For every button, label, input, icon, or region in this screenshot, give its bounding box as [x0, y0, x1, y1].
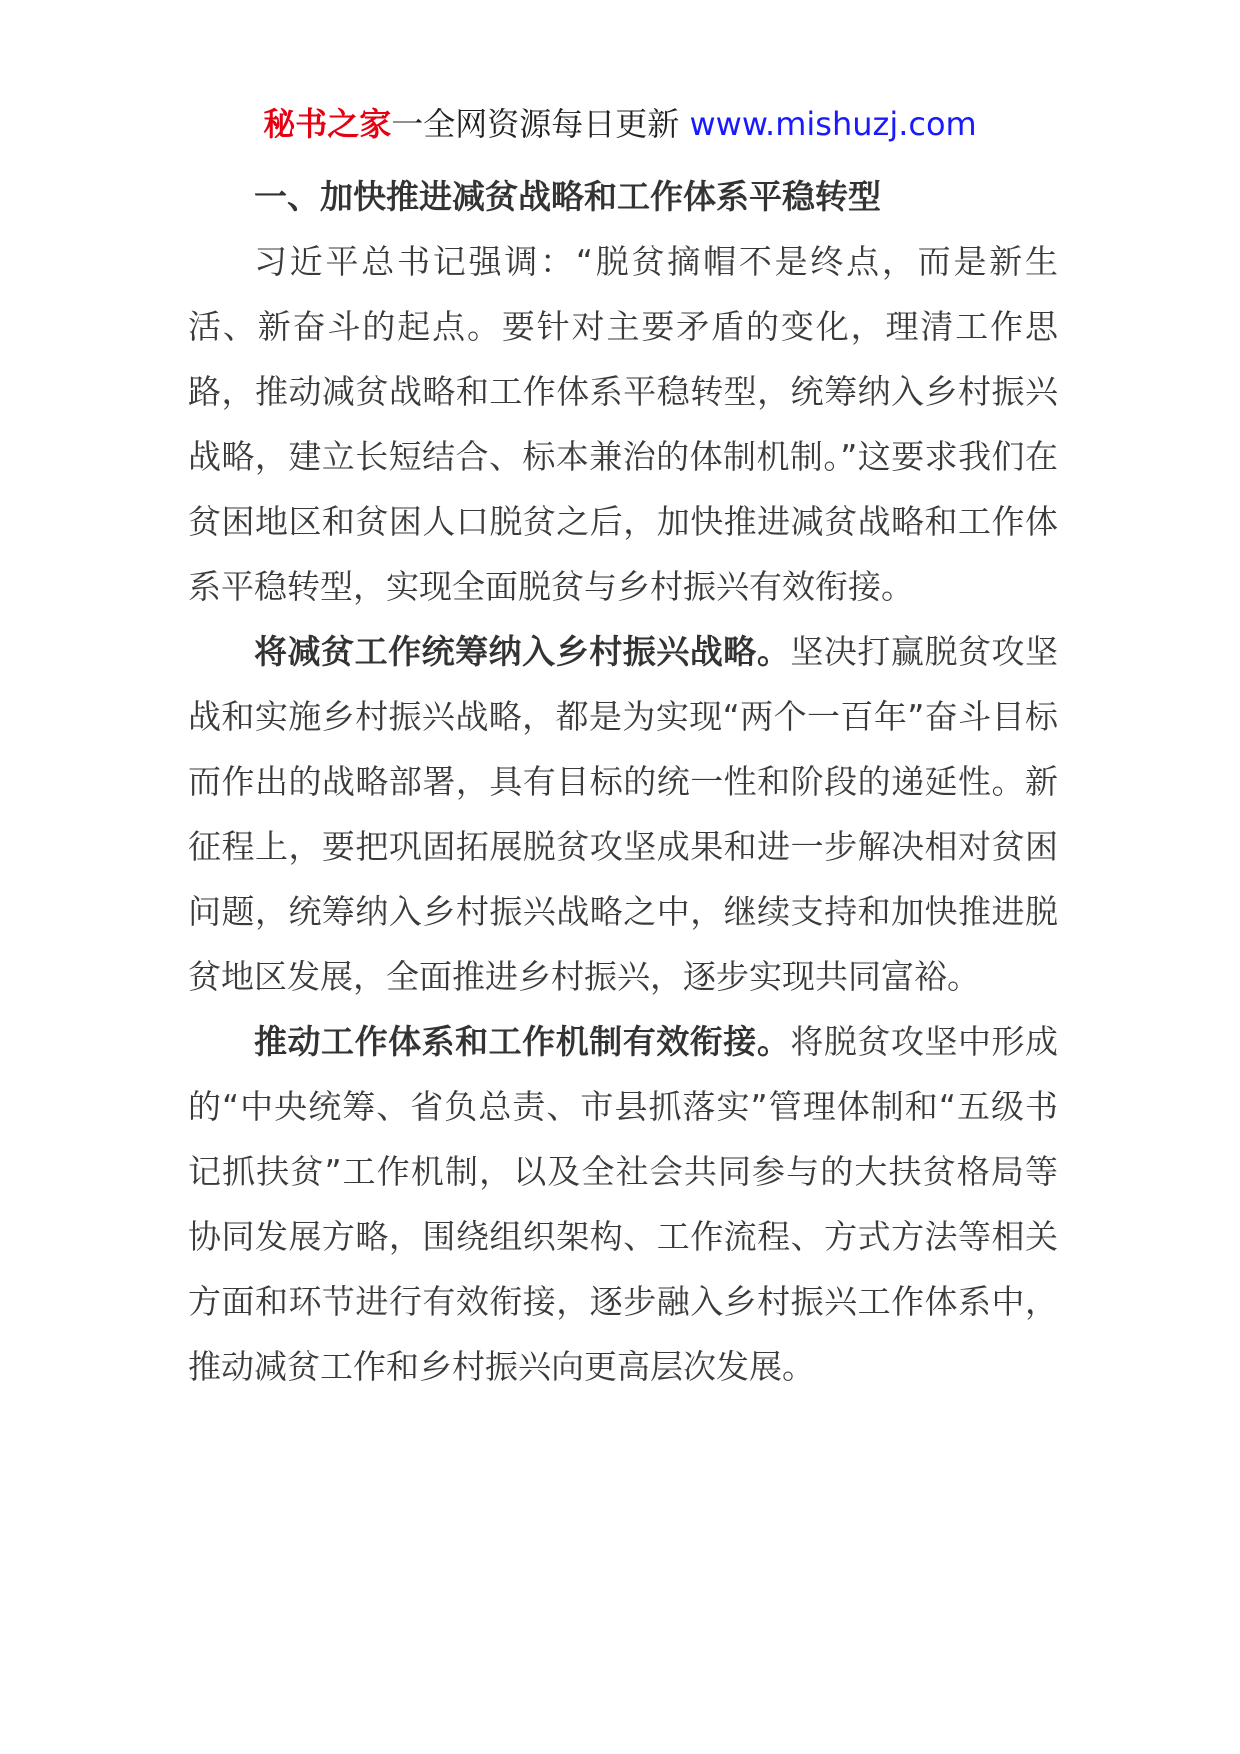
article-body	[188, 164, 1058, 1399]
paragraph	[188, 1009, 1058, 1399]
paragraph-lead: 推动工作体系和工作机制有效衔接。	[254, 1022, 791, 1061]
paragraph-text: 将脱贫攻坚中形成的“中央统筹、省负总责、市县抓落实”管理体制和“五级书记抓扶贫”工作机制，以及全社会共同参与的大扶贫格局等协同发展方略，围绕组织架构、工作流程、方式方法等相关方面和环节进行有效衔接，逐步融入乡村振兴工作体系中，推动减贫工作和乡村振兴向更高层次发展。	[188, 1022, 1059, 1386]
paragraph	[188, 619, 1058, 1009]
site-url-link[interactable]: www.mishuzj.com	[689, 105, 977, 143]
paragraph-lead: 将减贫工作统筹纳入乡村振兴战略。	[254, 632, 791, 671]
paragraph	[188, 229, 1058, 619]
paragraph-text: 习近平总书记强调：“脱贫摘帽不是终点，而是新生活、新奋斗的起点。要针对主要矛盾的变化，理清工作思路，推动减贫战略和工作体系平稳转型，统筹纳入乡村振兴战略，建立长短结合、标本兼治的体制机制。”这要求我们在贫困地区和贫困人口脱贫之后，加快推进减贫战略和工作体系平稳转型，实现全面脱贫与乡村振兴有效衔接。	[188, 242, 1058, 606]
site-header	[0, 98, 1240, 150]
section-heading: 一、加快推进减贫战略和工作体系平稳转型	[254, 177, 881, 216]
paragraph-text: 坚决打赢脱贫攻坚战和实施乡村振兴战略，都是为实现“两个一百年”奋斗目标而作出的战略部署，具有目标的统一性和阶段的递延性。新征程上，要把巩固拓展脱贫攻坚成果和进一步解决相对贫困问题，统筹纳入乡村振兴战略之中，继续支持和加快推进脱贫地区发展，全面推进乡村振兴，逐步实现共同富裕。	[188, 632, 1059, 996]
header-tagline: 一全网资源每日更新	[391, 105, 680, 143]
brand-name: 秘书之家	[263, 105, 392, 143]
